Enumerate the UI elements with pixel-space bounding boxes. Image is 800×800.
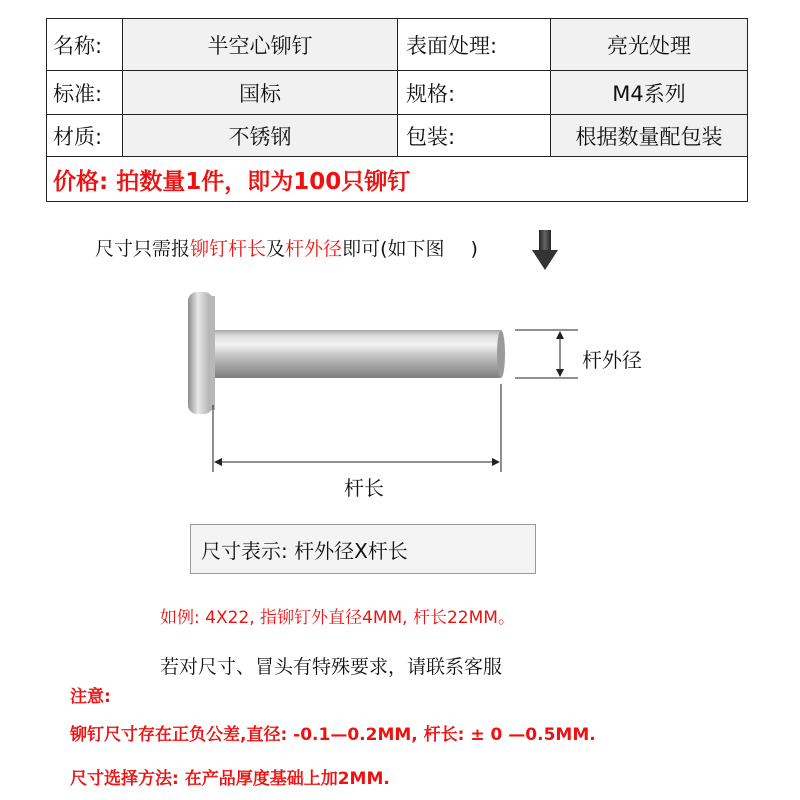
spec-label: 规格: xyxy=(398,71,551,114)
spec-value: M4系列 xyxy=(551,71,747,114)
diameter-label: 杆外径 xyxy=(582,348,642,372)
surface-label: 表面处理: xyxy=(398,19,551,70)
diameter-dimension xyxy=(515,330,578,378)
material-value: 不锈钢 xyxy=(123,115,398,156)
instruction-highlight-length: 铆钉杆长 xyxy=(190,238,267,260)
instruction-highlight-diameter: 杆外径 xyxy=(285,238,343,260)
surface-value: 亮光处理 xyxy=(551,19,747,70)
material-label: 材质: xyxy=(47,115,123,156)
size-selection-notice: 尺寸选择方法: 在产品厚度基础上加2MM. xyxy=(70,769,390,789)
notice-title: 注意: xyxy=(70,687,111,707)
contact-text: 若对尺寸、冒头有特殊要求，请联系客服 xyxy=(160,656,503,678)
standard-value: 国标 xyxy=(123,71,398,114)
instruction-suffix: 即可(如下图 xyxy=(342,238,445,260)
packaging-value: 根据数量配包装 xyxy=(551,115,747,156)
length-label: 杆长 xyxy=(344,476,384,500)
instruction-middle: 及 xyxy=(266,238,286,260)
rivet-shank xyxy=(210,330,505,378)
standard-label: 标准: xyxy=(47,71,123,114)
price-text: 价格: 拍数量1件，即为100只铆钉 xyxy=(53,168,411,195)
rivet-head xyxy=(188,292,215,414)
tolerance-notice: 铆钉尺寸存在正负公差,直径: -0.1—0.2MM, 杆长: ± 0 —0.5MM. xyxy=(70,725,596,745)
size-format-box: 尺寸表示: 杆外径X杆长 xyxy=(190,524,536,574)
packaging-label: 包装: xyxy=(398,115,551,156)
name-label: 名称: xyxy=(47,19,123,70)
example-text: 如例: 4X22, 指铆钉外直径4MM, 杆长22MM。 xyxy=(160,608,515,628)
length-dimension xyxy=(213,384,501,472)
instruction-close: ) xyxy=(470,238,478,260)
name-value: 半空心铆钉 xyxy=(123,19,398,70)
instruction-prefix: 尺寸只需报 xyxy=(95,238,191,260)
